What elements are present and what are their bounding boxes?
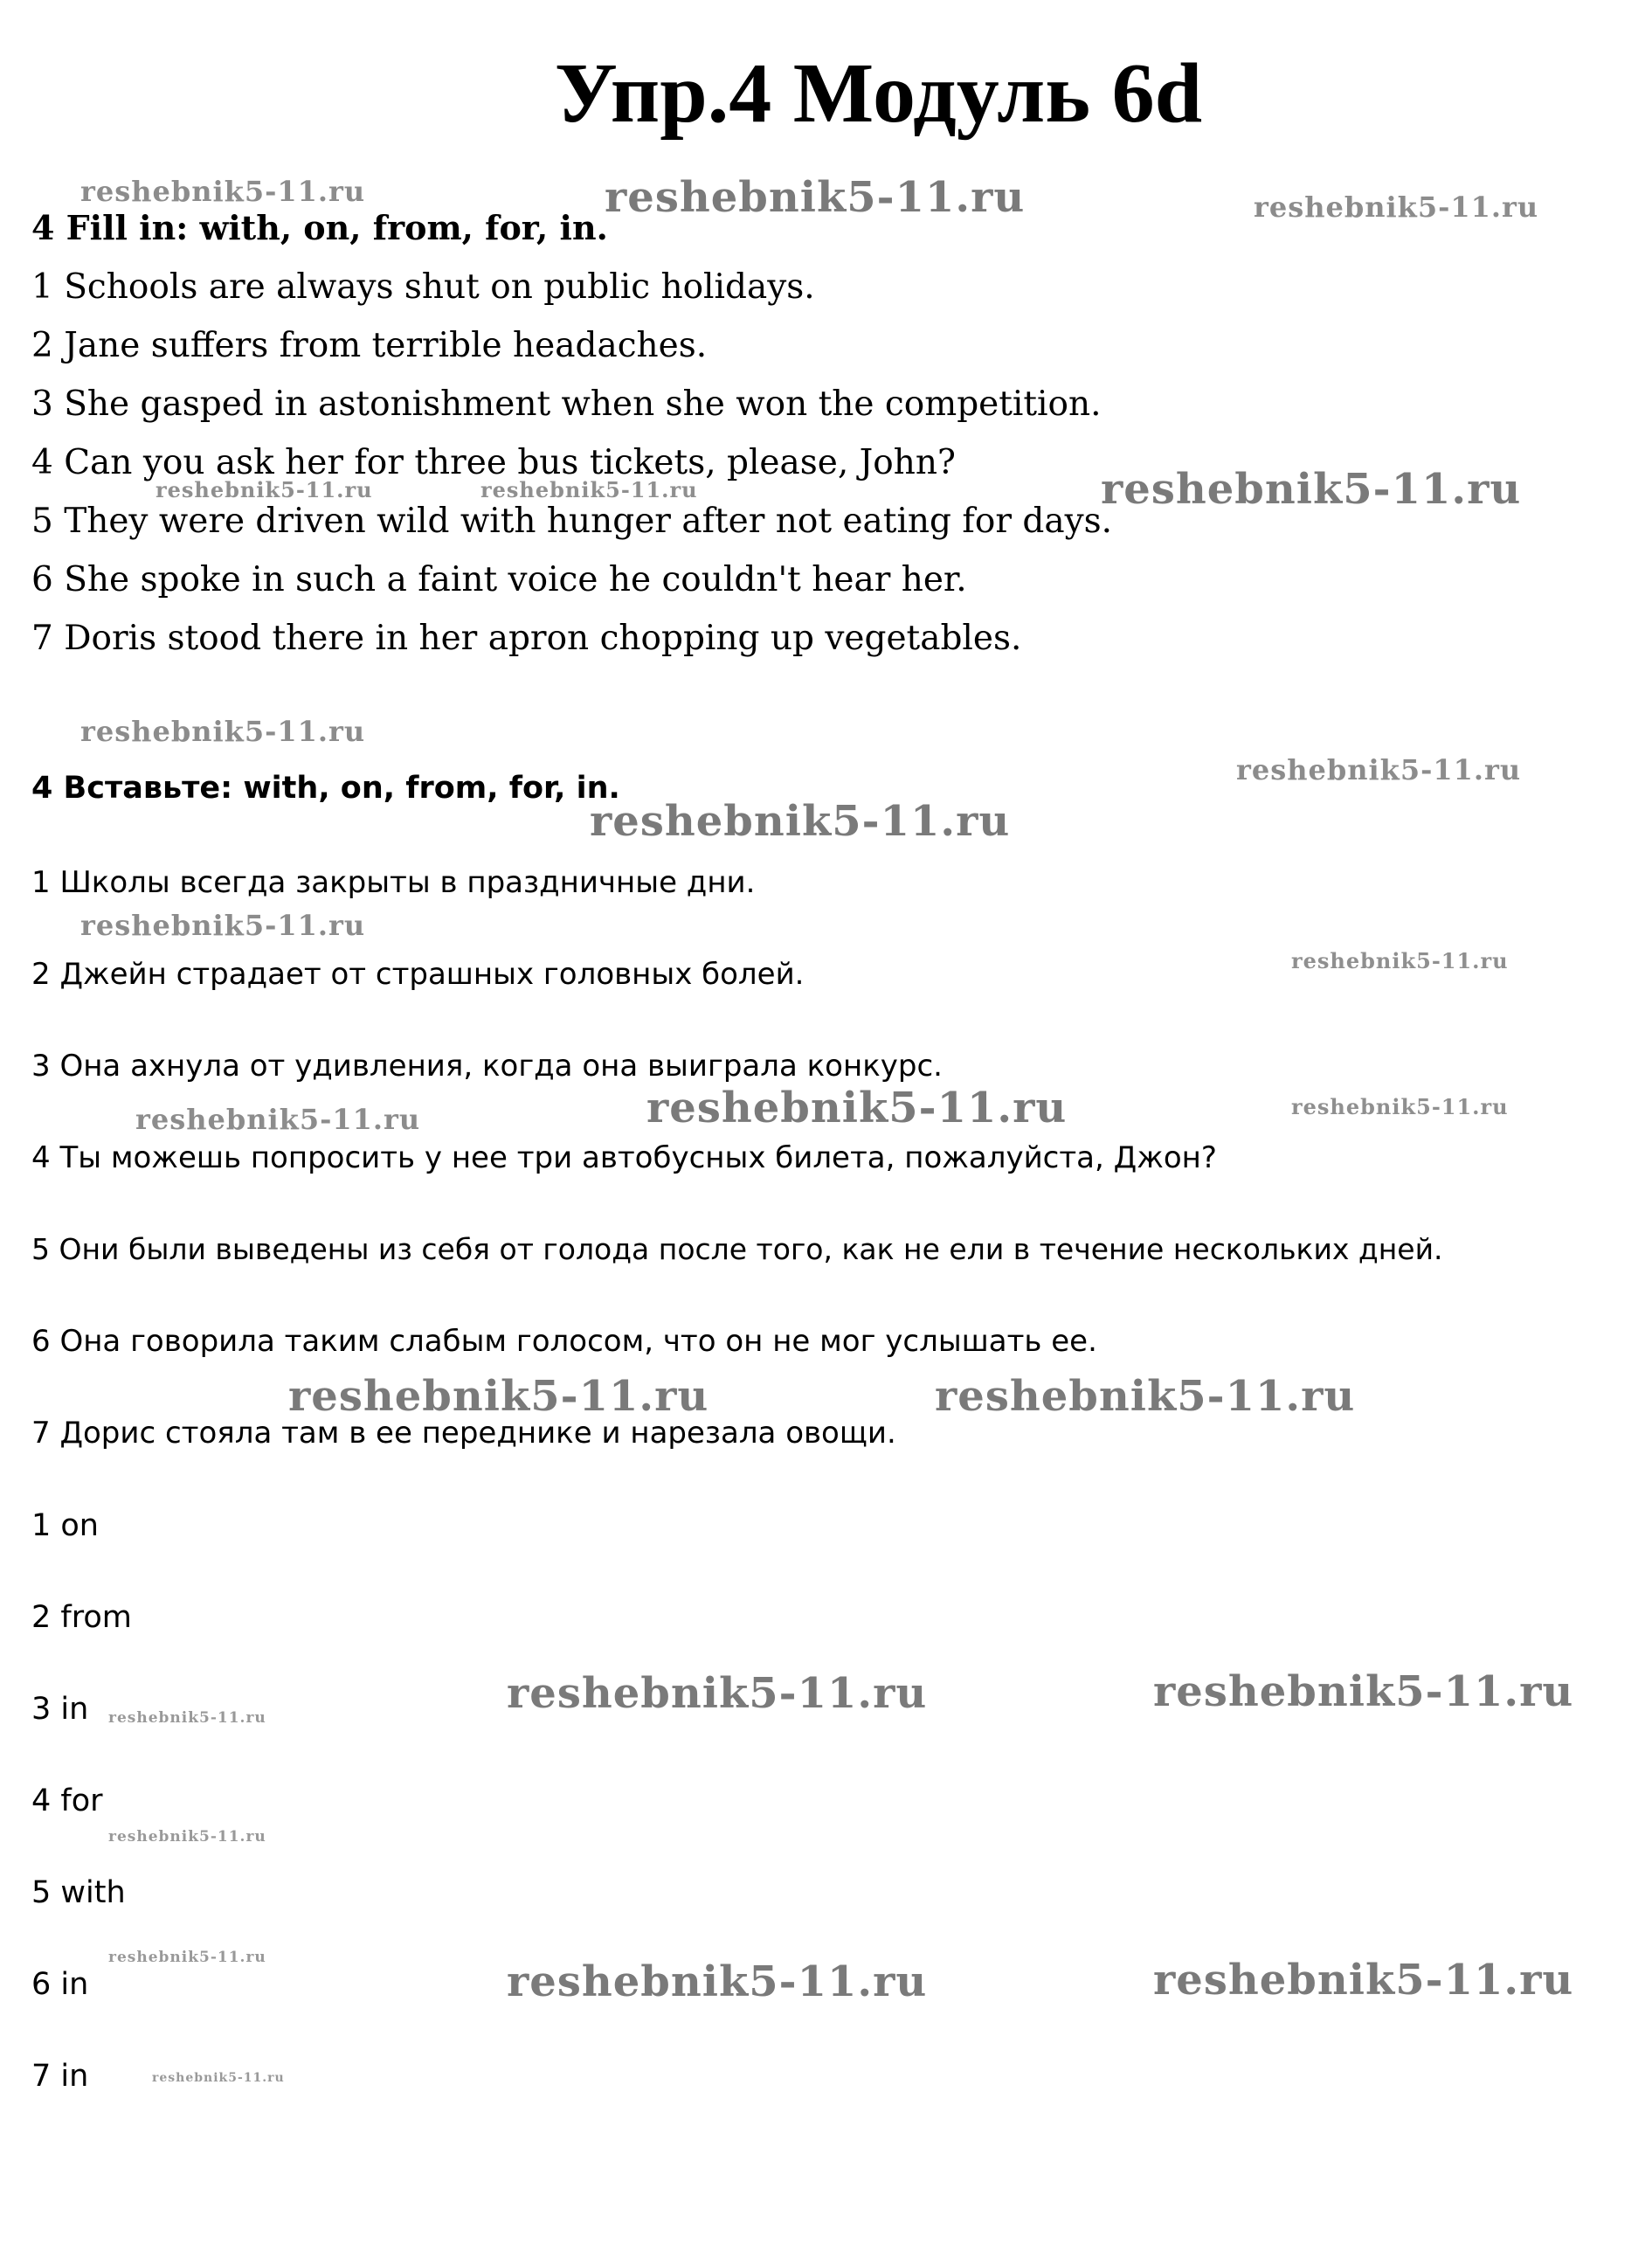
exercise-heading-russian: 4 Вставьте: with, on, from, for, in.: [31, 771, 620, 806]
watermark: reshebnik5-11.ru: [288, 1372, 709, 1421]
watermark: reshebnik5-11.ru: [80, 715, 366, 748]
russian-sentence: 7 Дорис стояла там в ее переднике и нарезала овощи.: [31, 1416, 896, 1451]
english-sentence: 3 She gasped in astonishment when she won the competition.: [31, 384, 1102, 424]
answer-item: 5 with: [31, 1875, 126, 1910]
watermark: reshebnik5-11.ru: [590, 797, 1011, 846]
watermark: reshebnik5-11.ru: [80, 175, 366, 208]
watermark: reshebnik5-11.ru: [152, 2071, 285, 2085]
answer-item: 2 from: [31, 1600, 132, 1635]
watermark: reshebnik5-11.ru: [507, 1669, 928, 1718]
watermark: reshebnik5-11.ru: [507, 1957, 928, 2006]
watermark: reshebnik5-11.ru: [646, 1084, 1068, 1132]
watermark: reshebnik5-11.ru: [1236, 753, 1522, 786]
russian-sentence: 5 Они были выведены из себя от голода после того, как не ели в течение нескольких дней.: [31, 1232, 1443, 1266]
page-title: Упр.4 Модуль 6d: [554, 46, 1203, 141]
watermark: reshebnik5-11.ru: [935, 1372, 1356, 1421]
russian-sentence: 3 Она ахнула от удивления, когда она выиграла конкурс.: [31, 1049, 943, 1084]
russian-sentence: 4 Ты можешь попросить у нее три автобусных билета, пожалуйста, Джон?: [31, 1140, 1217, 1175]
english-sentence: 4 Can you ask her for three bus tickets, please, John?: [31, 443, 956, 482]
watermark: reshebnik5-11.ru: [480, 477, 698, 502]
answer-item: 1 on: [31, 1508, 99, 1543]
watermark: reshebnik5-11.ru: [605, 173, 1026, 222]
watermark: reshebnik5-11.ru: [108, 1709, 266, 1727]
answer-item: 4 for: [31, 1783, 103, 1818]
watermark: reshebnik5-11.ru: [108, 1949, 266, 1966]
english-sentence: 1 Schools are always shut on public holidays.: [31, 267, 815, 307]
english-sentence: 2 Jane suffers from terrible headaches.: [31, 326, 708, 365]
watermark: reshebnik5-11.ru: [108, 1828, 266, 1846]
answer-item: 6 in: [31, 1967, 89, 2002]
watermark: reshebnik5-11.ru: [1101, 465, 1522, 514]
exercise-heading-english: 4 Fill in: with, on, from, for, in.: [31, 208, 608, 247]
watermark: reshebnik5-11.ru: [1291, 948, 1509, 973]
russian-sentence: 6 Она говорила таким слабым голосом, что он не мог услышать ее.: [31, 1324, 1097, 1359]
russian-sentence: 2 Джейн страдает от страшных головных болей.: [31, 957, 805, 992]
watermark: reshebnik5-11.ru: [1153, 1667, 1574, 1716]
watermark: reshebnik5-11.ru: [1291, 1094, 1509, 1119]
english-sentence: 5 They were driven wild with hunger after not eating for days.: [31, 502, 1113, 541]
watermark: reshebnik5-11.ru: [1153, 1956, 1574, 2005]
watermark: reshebnik5-11.ru: [156, 477, 373, 502]
english-sentence: 7 Doris stood there in her apron chopping up vegetables.: [31, 619, 1022, 658]
english-sentence: 6 She spoke in such a faint voice he couldn't hear her.: [31, 560, 967, 599]
watermark: reshebnik5-11.ru: [135, 1103, 421, 1136]
answer-item: 3 in: [31, 1692, 89, 1727]
watermark: reshebnik5-11.ru: [1254, 190, 1539, 224]
answer-item: 7 in: [31, 2059, 89, 2094]
watermark: reshebnik5-11.ru: [80, 909, 366, 942]
russian-sentence: 1 Школы всегда закрыты в праздничные дни.: [31, 865, 756, 900]
